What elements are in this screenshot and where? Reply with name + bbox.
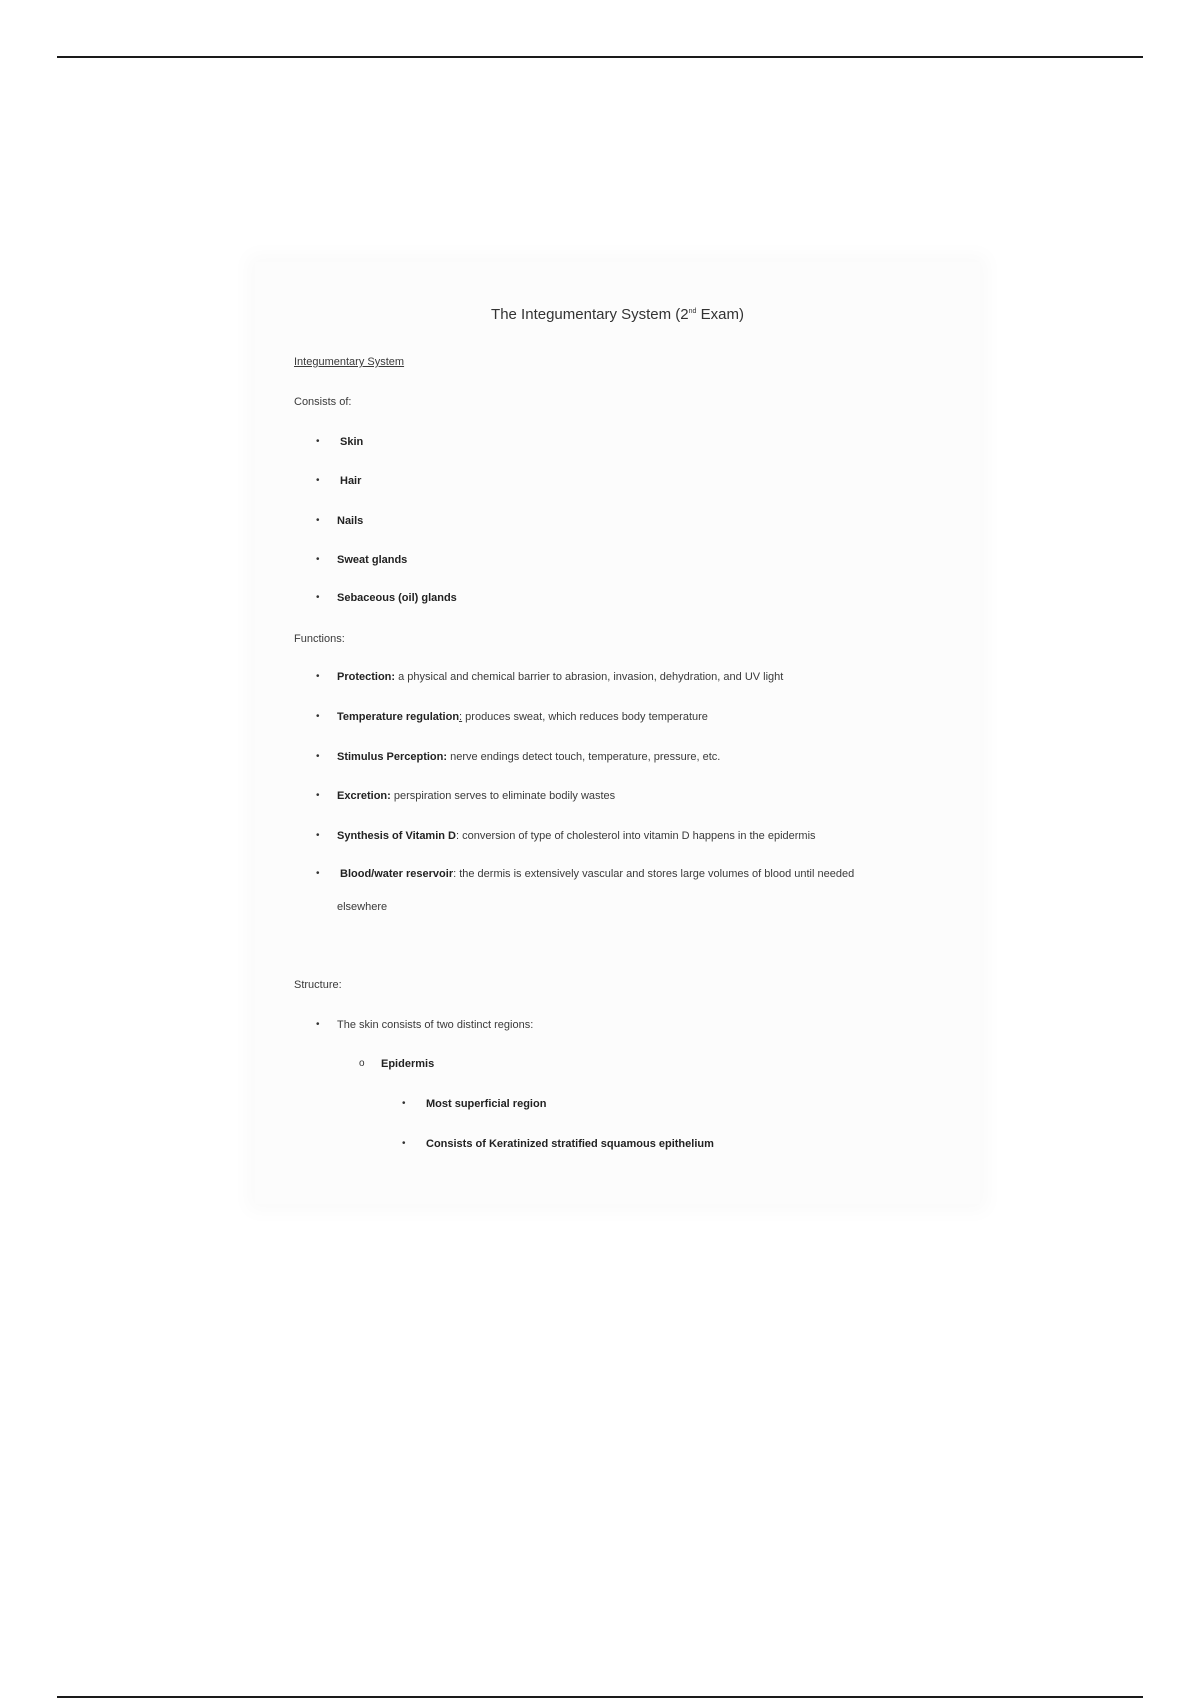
- function-temperature-regulation: Temperature regulation: produces sweat, which reduces body temperature: [337, 711, 708, 723]
- title-superscript: nd: [688, 308, 697, 315]
- function-stimulus-perception: Stimulus Perception: nerve endings detect touch, temperature, pressure, etc.: [337, 751, 721, 763]
- bullet-icon: •: [316, 554, 320, 565]
- functions-label: Functions:: [294, 633, 345, 645]
- structure-intro: The skin consists of two distinct regions:: [337, 1019, 534, 1031]
- bullet-icon: •: [316, 711, 320, 722]
- function-vitamin-d: Synthesis of Vitamin D: conversion of type of cholesterol into vitamin D happens in the epidermis: [337, 830, 816, 842]
- epidermis-point: Most superficial region: [426, 1098, 547, 1110]
- epidermis-label: Epidermis: [381, 1058, 435, 1070]
- section-heading: Integumentary System: [294, 356, 405, 368]
- bullet-icon: •: [316, 436, 320, 447]
- bullet-icon: •: [316, 515, 320, 526]
- function-blood-water-reservoir: Blood/water reservoir: the dermis is extensively vascular and stores large volumes of blood until needed: [340, 868, 855, 880]
- list-item-sweat-glands: Sweat glands: [337, 554, 408, 566]
- bullet-icon: •: [316, 830, 320, 841]
- bullet-icon: •: [402, 1098, 406, 1109]
- bullet-icon: •: [316, 868, 320, 879]
- list-item-nails: Nails: [337, 515, 364, 527]
- consists-label: Consists of:: [294, 396, 352, 408]
- list-item-hair: Hair: [340, 475, 362, 487]
- bullet-icon: •: [402, 1138, 406, 1149]
- structure-label: Structure:: [294, 979, 342, 991]
- function-protection: Protection: a physical and chemical barrier to abrasion, invasion, dehydration, and UV light: [337, 671, 784, 683]
- header-rule: [57, 56, 1143, 58]
- function-blood-water-reservoir-continued: elsewhere: [337, 901, 388, 913]
- list-item-sebaceous-glands: Sebaceous (oil) glands: [337, 592, 457, 604]
- bullet-icon: •: [316, 592, 320, 603]
- document-title: The Integumentary System (2nd Exam): [491, 306, 744, 323]
- bullet-icon: •: [316, 751, 320, 762]
- epidermis-point: Consists of Keratinized stratified squamous epithelium: [426, 1138, 714, 1150]
- circle-bullet-icon: o: [359, 1058, 365, 1069]
- bullet-icon: •: [316, 671, 320, 682]
- list-item-skin: Skin: [340, 436, 364, 448]
- footer-rule: [57, 1696, 1143, 1698]
- bullet-icon: •: [316, 790, 320, 801]
- bullet-icon: •: [316, 475, 320, 486]
- bullet-icon: •: [316, 1019, 320, 1030]
- function-excretion: Excretion: perspiration serves to eliminate bodily wastes: [337, 790, 616, 802]
